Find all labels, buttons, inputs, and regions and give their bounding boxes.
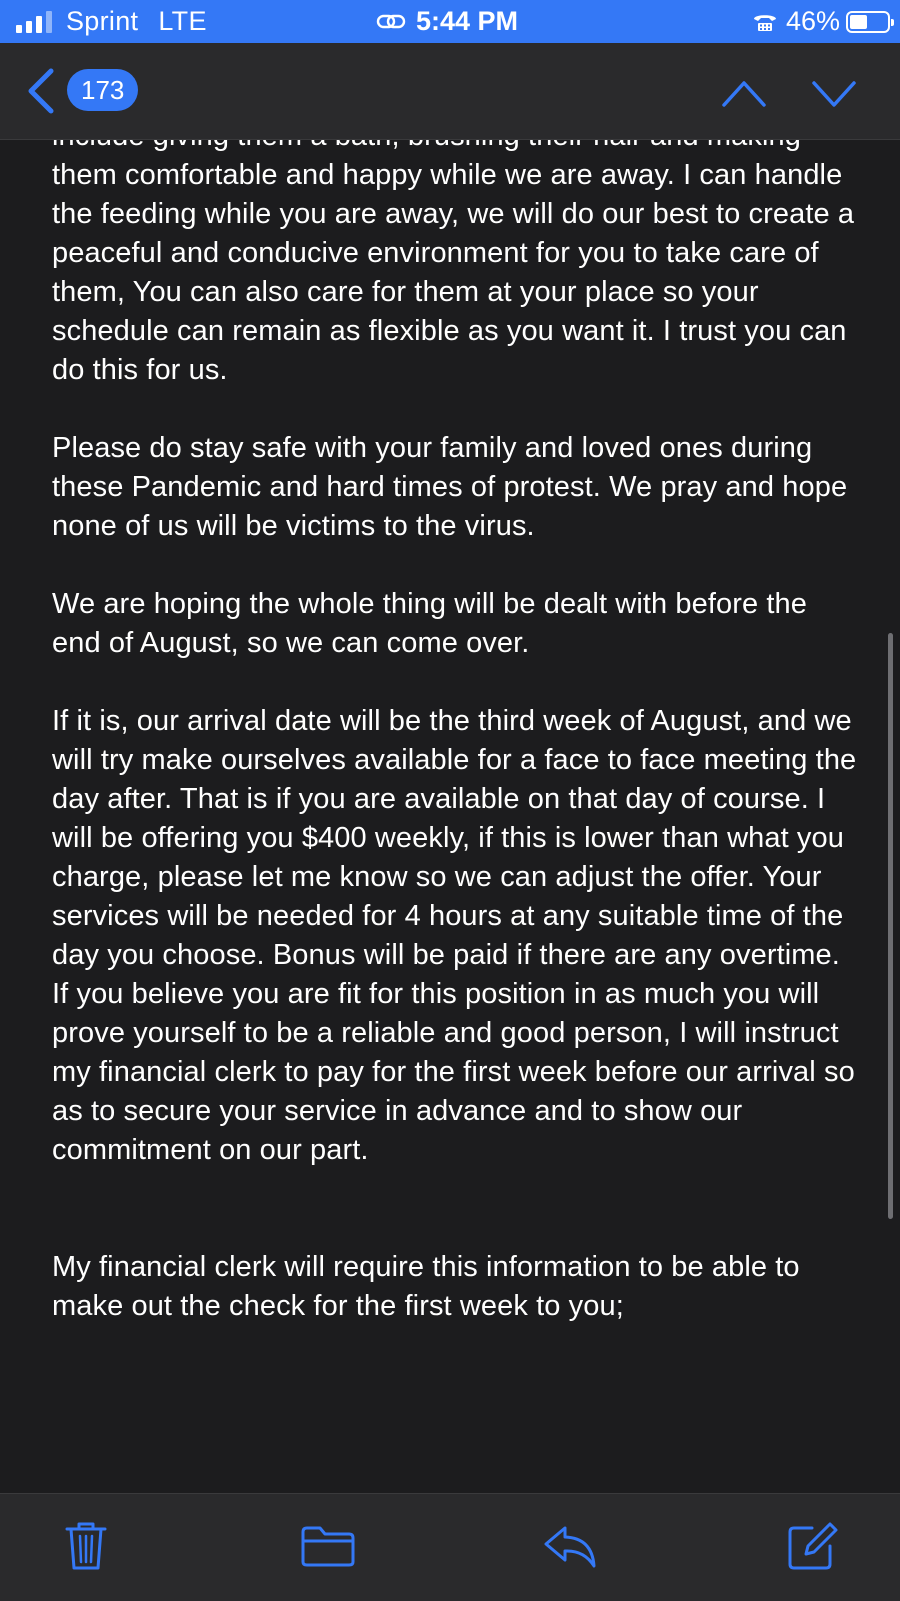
status-right — [752, 0, 890, 43]
reply-button[interactable] — [540, 1518, 600, 1574]
folder-icon — [300, 1524, 356, 1568]
navigation-bar — [0, 43, 900, 140]
status-bar — [0, 0, 900, 43]
clock-time: 5:44 PM — [416, 6, 519, 36]
carrier-name: Sprint — [66, 6, 139, 36]
chevron-down-icon — [810, 73, 858, 113]
delete-button[interactable] — [56, 1518, 116, 1574]
back-button[interactable] — [26, 67, 56, 115]
reply-icon — [542, 1522, 598, 1570]
message-paragraph: If it is, our arrival date will be the third week of August, and we will try make ourselves available for a face to face meeting the day after. That is if you are available on that day of course. I will be offering you $400 weekly, if this is lower than what you charge, please let me know so we can adjust the offer. Your services will be needed for 4 hours at any suitable time of the day you choose. Bonus will be paid if there are any overtime. If you believe you are fit for this position in as much you will prove yourself to be a reliable and good person, I will instruct my financial clerk to pay for the first week before our arrival so as to secure your service in advance and to show our commitment on our part. — [52, 705, 857, 1166]
battery-icon — [846, 11, 890, 33]
message-paragraph: them comfortable and happy while we are away. I can handle the feeding while you are away, we will do our best to create a peaceful and conducive environment for you to take care of them, You can also care for them at your place so your schedule can remain as flexible as you want it. I trust you can do this for us. — [52, 159, 855, 386]
chevron-up-icon — [720, 73, 768, 113]
message-body[interactable] — [0, 139, 900, 1493]
compose-button[interactable] — [782, 1518, 842, 1574]
tty-icon — [752, 12, 778, 32]
message-paragraph: My financial clerk will require this information to be able to make out the check for the first week to you; — [52, 1251, 800, 1322]
status-left — [16, 0, 207, 43]
trash-icon — [64, 1520, 108, 1572]
message-paragraph: Please do stay safe with your family and loved ones during these Pandemic and hard times of protest. We pray and hope none of us will be victims to the virus. — [52, 432, 848, 542]
mailbox-count-badge[interactable]: 173 — [67, 69, 138, 111]
status-center — [376, 0, 518, 43]
battery-percent: 46% — [785, 6, 840, 36]
signal-strength-icon — [16, 11, 52, 33]
network-type: LTE — [158, 6, 207, 36]
bottom-toolbar — [0, 1493, 900, 1601]
battery-level — [850, 15, 867, 29]
next-message-button[interactable] — [810, 73, 858, 113]
move-to-folder-button[interactable] — [298, 1518, 358, 1574]
previous-message-button[interactable] — [720, 73, 768, 113]
chevron-left-icon — [26, 67, 56, 115]
scrollbar[interactable] — [888, 633, 893, 1219]
message-paragraph: We are hoping the whole thing will be dealt with before the end of August, so we can come over. — [52, 588, 808, 659]
compose-icon — [786, 1520, 838, 1572]
hotspot-link-icon — [376, 13, 406, 31]
message-content — [52, 117, 862, 1365]
